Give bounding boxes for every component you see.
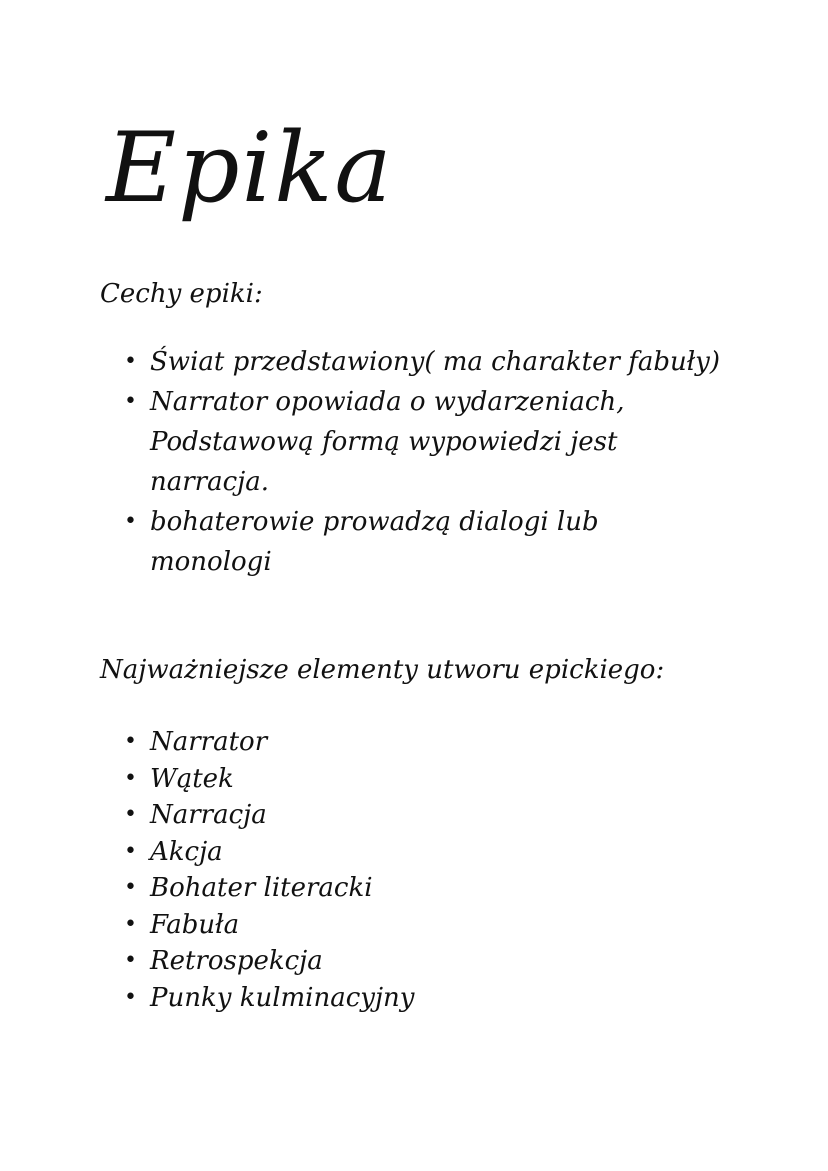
list-item xyxy=(120,980,414,1017)
list-item-text: Wątek xyxy=(150,763,234,794)
bullet-icon: • xyxy=(124,984,137,1010)
bullet-icon: • xyxy=(124,911,137,937)
list-item-text: Retrospekcja xyxy=(150,946,323,976)
bullet-icon: • xyxy=(124,765,137,791)
bullet-icon: • xyxy=(124,948,137,973)
list-item-text: Narracja xyxy=(150,800,267,830)
list-item-text: Świat przedstawiony( ma charakter fabuły) xyxy=(150,347,720,377)
list-item-text: Narrator opowiada o wydarzeniach, Podstawową formą wypowiedzi jest narracja. xyxy=(150,387,625,497)
page-title: Epika xyxy=(106,112,394,224)
bullet-icon: • xyxy=(124,349,137,374)
section-heading-elements: Najważniejsze elementy utworu epickiego: xyxy=(100,655,665,685)
list-item-text: Bohater literacki xyxy=(150,873,373,903)
list-item xyxy=(120,761,414,798)
list-item-text: Punky kulminacyjny xyxy=(150,982,415,1013)
list-item xyxy=(120,834,414,871)
list-item-text: Fabuła xyxy=(150,909,240,940)
bullet-icon: • xyxy=(124,875,137,900)
list-item-text: Narrator xyxy=(150,727,268,757)
list-item xyxy=(120,870,414,907)
list-item xyxy=(120,797,414,834)
section-heading-features: Cechy epiki: xyxy=(100,279,263,309)
bullet-icon: • xyxy=(124,509,137,534)
list-item xyxy=(120,943,414,980)
list-item-text: bohaterowie prowadzą dialogi lub monologi xyxy=(150,507,599,577)
elements-list xyxy=(120,724,414,1016)
list-item xyxy=(120,502,720,582)
list-item xyxy=(120,907,414,944)
list-item-text: Akcja xyxy=(150,836,223,867)
bullet-icon: • xyxy=(124,389,137,414)
bullet-icon: • xyxy=(124,729,137,754)
features-list xyxy=(120,342,720,582)
list-item xyxy=(120,382,720,502)
bullet-icon: • xyxy=(124,838,137,864)
list-item xyxy=(120,724,414,761)
bullet-icon: • xyxy=(124,802,137,827)
list-item xyxy=(120,342,720,382)
